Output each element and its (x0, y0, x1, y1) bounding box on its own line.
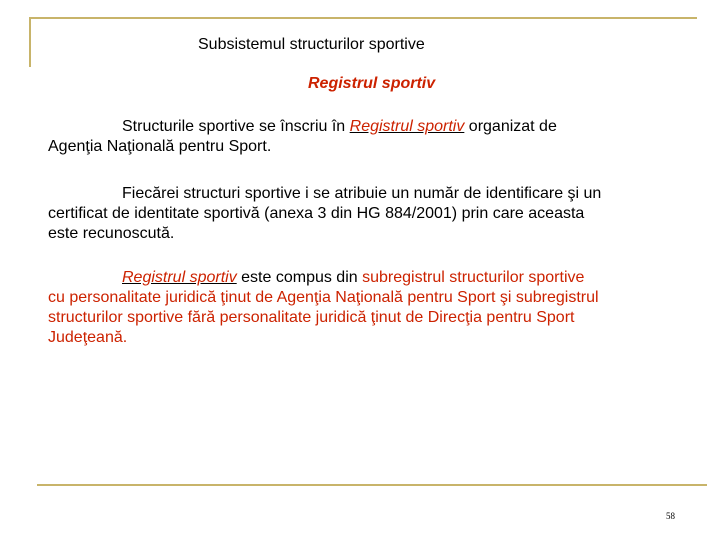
paragraph-composition-line1 (48, 268, 684, 288)
slide-subtitle: Registrul sportiv (308, 75, 436, 92)
paragraph-composition-line2: cu personalitate juridică ţinut de Agenţia Naţională pentru Sport şi subregistrul (48, 289, 599, 306)
frame-left-rule (29, 17, 31, 67)
registry-term: Registrul sportiv (349, 118, 465, 135)
frame-bottom-rule (37, 484, 707, 486)
subregistry-term: subregistrul structurilor sportive (362, 269, 585, 286)
text-span: Structurile sportive se înscriu în (122, 118, 350, 135)
paragraph-identification-line2: certificat de identitate sportivă (anexa 3 din HG 884/2001) prin care aceasta (48, 205, 585, 222)
paragraph-identification-line3: este recunoscută. (48, 225, 175, 242)
registry-term: Registrul sportiv (122, 269, 237, 286)
paragraph-registration (48, 117, 684, 157)
paragraph-identification (48, 184, 684, 244)
paragraph-composition (48, 268, 684, 348)
slide-title: Subsistemul structurilor sportive (198, 36, 425, 53)
paragraph-registration-line1 (48, 117, 684, 137)
page-number: 58 (666, 511, 675, 521)
paragraph-composition-line4: Judeţeană. (48, 329, 128, 346)
text-span: este compus din (236, 269, 363, 286)
paragraph-registration-line2: Agenţia Naţională pentru Sport. (48, 138, 272, 155)
paragraph-identification-line1: Fiecărei structuri sportive i se atribuie un număr de identificare şi un (122, 185, 602, 202)
frame-top-rule (29, 17, 697, 19)
text-span: organizat de (464, 118, 557, 135)
paragraph-composition-line3: structurilor sportive fără personalitate juridică ţinut de Direcţia pentru Sport (48, 309, 575, 326)
